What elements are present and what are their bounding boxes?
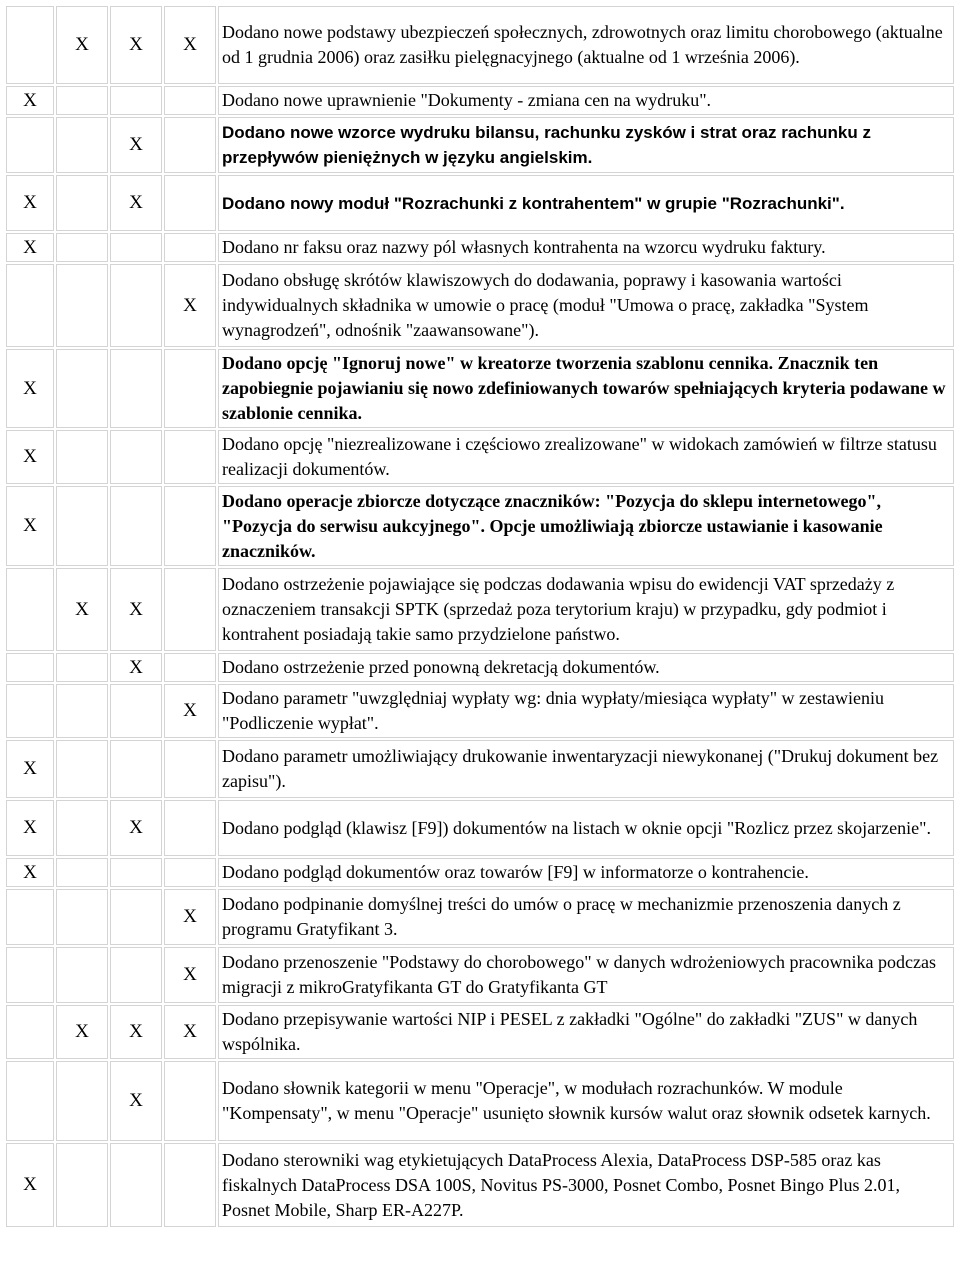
change-description: Dodano nowe wzorce wydruku bilansu, rachunku zysków i strat oraz rachunku z przepływów pieniężnych w języku angielskim. bbox=[218, 117, 954, 173]
mark-cell: X bbox=[6, 486, 54, 566]
mark-cell bbox=[56, 653, 108, 682]
change-description: Dodano sterowniki wag etykietujących DataProcess Alexia, DataProcess DSP-585 oraz kas fiskalnych DataProcess DSA 100S, Novitus PS-3000, Posnet Combo, Posnet Bingo Plus 2.01, Posnet Mobile, Sharp ER-A227P. bbox=[218, 1143, 954, 1227]
mark-cell: X bbox=[164, 264, 216, 347]
mark-cell bbox=[110, 86, 162, 115]
change-description: Dodano słownik kategorii w menu "Operacje", w modułach rozrachunków. W module "Kompensaty", w menu "Operacje" usunięto słownik kursów walut oraz słownik odsetek karnych. bbox=[218, 1061, 954, 1141]
change-description: Dodano nowe podstawy ubezpieczeń społecznych, zdrowotnych oraz limitu chorobowego (aktualne od 1 grudnia 2006) oraz zasiłku pielęgnacyjnego (aktualne od 1 września 2006). bbox=[218, 6, 954, 84]
table-row bbox=[6, 6, 954, 84]
mark-cell bbox=[164, 430, 216, 484]
mark-cell bbox=[56, 800, 108, 856]
mark-cell: X bbox=[56, 568, 108, 651]
change-description: Dodano obsługę skrótów klawiszowych do dodawania, poprawy i kasowania wartości indywidualnych składnika w umowie o pracę (moduł "Umowa o pracę, zakładka "System wynagrodzeń", odnośnik "zaawansowane"). bbox=[218, 264, 954, 347]
mark-cell bbox=[110, 233, 162, 262]
mark-cell: X bbox=[6, 349, 54, 428]
mark-cell bbox=[56, 1143, 108, 1227]
table-row bbox=[6, 1143, 954, 1227]
mark-cell: X bbox=[164, 1005, 216, 1059]
mark-cell bbox=[164, 1061, 216, 1141]
mark-cell: X bbox=[164, 947, 216, 1003]
mark-cell bbox=[56, 430, 108, 484]
mark-cell bbox=[164, 117, 216, 173]
mark-cell bbox=[6, 947, 54, 1003]
table-row bbox=[6, 740, 954, 798]
mark-cell bbox=[56, 858, 108, 887]
change-description: Dodano nowe uprawnienie "Dokumenty - zmiana cen na wydruku". bbox=[218, 86, 954, 115]
mark-cell bbox=[110, 684, 162, 738]
mark-cell bbox=[110, 430, 162, 484]
mark-cell: X bbox=[110, 1061, 162, 1141]
mark-cell: X bbox=[164, 684, 216, 738]
mark-cell bbox=[56, 175, 108, 231]
mark-cell bbox=[56, 349, 108, 428]
table-row bbox=[6, 86, 954, 115]
mark-cell: X bbox=[110, 800, 162, 856]
change-description: Dodano przenoszenie "Podstawy do chorobowego" w danych wdrożeniowych pracownika podczas migracji z mikroGratyfikanta GT do Gratyfikanta GT bbox=[218, 947, 954, 1003]
table-row bbox=[6, 684, 954, 738]
mark-cell bbox=[56, 264, 108, 347]
mark-cell bbox=[56, 1061, 108, 1141]
mark-cell bbox=[56, 889, 108, 945]
table-row bbox=[6, 653, 954, 682]
mark-cell bbox=[56, 233, 108, 262]
table-row bbox=[6, 264, 954, 347]
table-row bbox=[6, 117, 954, 173]
mark-cell bbox=[6, 684, 54, 738]
mark-cell bbox=[56, 486, 108, 566]
change-description: Dodano operacje zbiorcze dotyczące znaczników: "Pozycja do sklepu internetowego", "Pozycja do serwisu aukcyjnego". Opcje umożliwiają zbiorcze ustawianie i kasowanie znaczników. bbox=[218, 486, 954, 566]
change-description: Dodano ostrzeżenie pojawiające się podczas dodawania wpisu do ewidencji VAT sprzedaży z oznaczeniem transakcji SPTK (sprzedaż poza terytorium kraju) w przypadku, gdy podmiot i kontrahent posiadają takie samo przydzielone państwo. bbox=[218, 568, 954, 651]
mark-cell: X bbox=[110, 568, 162, 651]
mark-cell bbox=[6, 889, 54, 945]
mark-cell bbox=[164, 233, 216, 262]
table-row bbox=[6, 430, 954, 484]
mark-cell: X bbox=[6, 740, 54, 798]
table-row bbox=[6, 349, 954, 428]
mark-cell bbox=[56, 117, 108, 173]
change-description: Dodano podpinanie domyślnej treści do umów o pracę w mechanizmie przenoszenia danych z programu Gratyfikant 3. bbox=[218, 889, 954, 945]
mark-cell: X bbox=[110, 175, 162, 231]
change-description: Dodano nr faksu oraz nazwy pól własnych kontrahenta na wzorcu wydruku faktury. bbox=[218, 233, 954, 262]
mark-cell: X bbox=[110, 1005, 162, 1059]
mark-cell: X bbox=[6, 1143, 54, 1227]
mark-cell bbox=[164, 1143, 216, 1227]
mark-cell bbox=[56, 740, 108, 798]
mark-cell: X bbox=[6, 858, 54, 887]
change-description: Dodano ostrzeżenie przed ponowną dekretacją dokumentów. bbox=[218, 653, 954, 682]
mark-cell bbox=[110, 1143, 162, 1227]
table-row bbox=[6, 889, 954, 945]
mark-cell bbox=[110, 740, 162, 798]
mark-cell bbox=[110, 889, 162, 945]
mark-cell bbox=[164, 858, 216, 887]
mark-cell: X bbox=[56, 6, 108, 84]
mark-cell bbox=[164, 349, 216, 428]
mark-cell bbox=[110, 486, 162, 566]
mark-cell bbox=[164, 568, 216, 651]
mark-cell bbox=[164, 800, 216, 856]
mark-cell bbox=[56, 684, 108, 738]
mark-cell bbox=[56, 947, 108, 1003]
mark-cell bbox=[110, 947, 162, 1003]
changelog-body bbox=[6, 6, 954, 1227]
mark-cell: X bbox=[6, 233, 54, 262]
mark-cell: X bbox=[56, 1005, 108, 1059]
table-row bbox=[6, 858, 954, 887]
change-description: Dodano parametr "uwzględniaj wypłaty wg: dnia wypłaty/miesiąca wypłaty" w zestawieniu "Podliczenie wypłat". bbox=[218, 684, 954, 738]
table-row bbox=[6, 800, 954, 856]
change-description: Dodano nowy moduł "Rozrachunki z kontrahentem" w grupie "Rozrachunki". bbox=[218, 175, 954, 231]
mark-cell: X bbox=[164, 6, 216, 84]
mark-cell bbox=[56, 86, 108, 115]
mark-cell: X bbox=[6, 430, 54, 484]
mark-cell bbox=[6, 264, 54, 347]
mark-cell bbox=[164, 740, 216, 798]
mark-cell bbox=[6, 1061, 54, 1141]
mark-cell bbox=[6, 1005, 54, 1059]
change-description: Dodano parametr umożliwiający drukowanie inwentaryzacji niewykonanej ("Drukuj dokument bez zapisu"). bbox=[218, 740, 954, 798]
change-description: Dodano przepisywanie wartości NIP i PESEL z zakładki "Ogólne" do zakładki "ZUS" w danych wspólnika. bbox=[218, 1005, 954, 1059]
mark-cell bbox=[110, 264, 162, 347]
table-row bbox=[6, 233, 954, 262]
table-row bbox=[6, 947, 954, 1003]
change-description: Dodano opcję "niezrealizowane i częściowo zrealizowane" w widokach zamówień w filtrze statusu realizacji dokumentów. bbox=[218, 430, 954, 484]
mark-cell bbox=[6, 568, 54, 651]
mark-cell: X bbox=[6, 800, 54, 856]
mark-cell: X bbox=[6, 175, 54, 231]
changelog-table bbox=[4, 4, 956, 1229]
mark-cell bbox=[110, 349, 162, 428]
mark-cell: X bbox=[110, 653, 162, 682]
mark-cell: X bbox=[164, 889, 216, 945]
table-row bbox=[6, 1005, 954, 1059]
change-description: Dodano podgląd dokumentów oraz towarów [F9] w informatorze o kontrahencie. bbox=[218, 858, 954, 887]
mark-cell bbox=[6, 653, 54, 682]
change-description: Dodano podgląd (klawisz [F9]) dokumentów na listach w oknie opcji "Rozlicz przez skojarzenie". bbox=[218, 800, 954, 856]
mark-cell bbox=[164, 486, 216, 566]
mark-cell: X bbox=[110, 117, 162, 173]
mark-cell bbox=[164, 653, 216, 682]
mark-cell bbox=[164, 175, 216, 231]
mark-cell: X bbox=[6, 86, 54, 115]
mark-cell bbox=[110, 858, 162, 887]
mark-cell: X bbox=[110, 6, 162, 84]
mark-cell bbox=[164, 86, 216, 115]
change-description: Dodano opcję "Ignoruj nowe" w kreatorze tworzenia szablonu cennika. Znacznik ten zapobiegnie pojawianiu się nowo zdefiniowanych towarów spełniających kryteria podawane w szablonie cennika. bbox=[218, 349, 954, 428]
mark-cell bbox=[6, 6, 54, 84]
table-row bbox=[6, 1061, 954, 1141]
table-row bbox=[6, 486, 954, 566]
table-row bbox=[6, 175, 954, 231]
table-row bbox=[6, 568, 954, 651]
mark-cell bbox=[6, 117, 54, 173]
